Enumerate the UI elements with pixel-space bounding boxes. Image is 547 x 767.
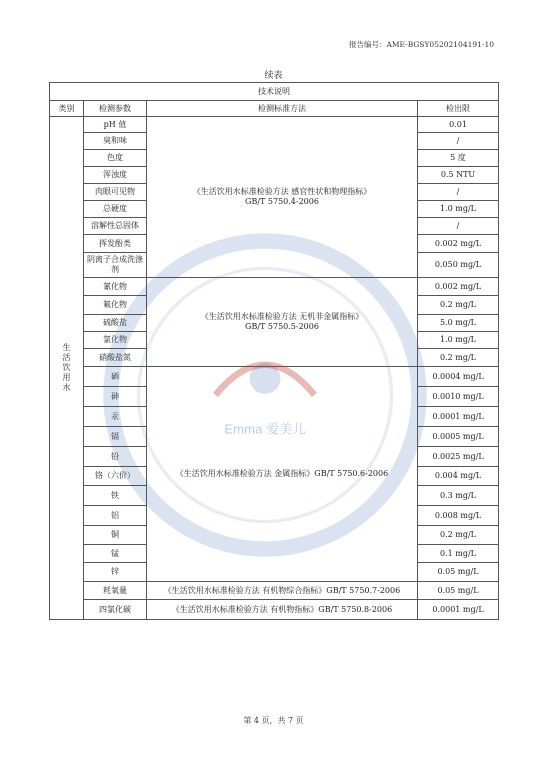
- limit-cell: 0.2 mg/L: [418, 349, 499, 367]
- limit-cell: 0.2 mg/L: [418, 526, 499, 545]
- parameter-cell: 耗氧量: [84, 582, 147, 600]
- parameter-cell: 总硬度: [84, 201, 147, 218]
- limit-cell: 0.2 mg/L: [418, 296, 499, 315]
- parameter-cell: 砷: [84, 387, 147, 407]
- limit-cell: 0.5 NTU: [418, 167, 499, 184]
- limit-cell: 5.0 mg/L: [418, 315, 499, 332]
- parameter-cell: 色度: [84, 150, 147, 167]
- limit-cell: 0.05 mg/L: [418, 582, 499, 600]
- limit-cell: 0.004 mg/L: [418, 467, 499, 486]
- limit-cell: 0.0004 mg/L: [418, 367, 499, 387]
- parameter-cell: 锰: [84, 545, 147, 563]
- limit-cell: 1.0 mg/L: [418, 201, 499, 218]
- limit-cell: 0.0001 mg/L: [418, 407, 499, 427]
- continued-title: 续表: [264, 71, 283, 81]
- limit-cell: 5 度: [418, 150, 499, 167]
- limit-cell: 0.002 mg/L: [418, 278, 499, 296]
- parameter-cell: 铜: [84, 526, 147, 545]
- col-parameter: 检测参数: [84, 101, 147, 117]
- limit-cell: 0.002 mg/L: [418, 235, 499, 253]
- table-row: [50, 278, 499, 296]
- parameter-cell: 肉眼可见物: [84, 184, 147, 201]
- parameter-cell: 锌: [84, 563, 147, 582]
- limit-cell: 0.0005 mg/L: [418, 427, 499, 447]
- limit-cell: 0.01: [418, 117, 499, 133]
- parameter-cell: 氟化物: [84, 296, 147, 315]
- parameter-cell: 阴离子合成洗涤剂: [84, 253, 147, 278]
- method-cell: 《生活饮用水标准检验方法 金属指标》GB/T 5750.6-2006: [147, 367, 418, 582]
- limit-cell: /: [418, 218, 499, 235]
- parameter-cell: 镉: [84, 427, 147, 447]
- watermark-logo-text: Emma 爱美儿: [224, 421, 306, 437]
- limit-cell: 0.008 mg/L: [418, 506, 499, 526]
- section-title: 技术说明: [50, 83, 499, 101]
- parameter-cell: pH 值: [84, 117, 147, 133]
- parameter-cell: 汞: [84, 407, 147, 427]
- method-cell: 《生活饮用水标准检验方法 无机非金属指标》 GB/T 5750.5-2006: [147, 278, 418, 367]
- limit-cell: 0.050 mg/L: [418, 253, 499, 278]
- limit-cell: 0.05 mg/L: [418, 563, 499, 582]
- limit-cell: 0.1 mg/L: [418, 545, 499, 563]
- tech-table: [49, 82, 499, 620]
- table-row: [50, 367, 499, 387]
- table-row: [50, 582, 499, 600]
- parameter-cell: 铝: [84, 506, 147, 526]
- parameter-cell: 铬（六价）: [84, 467, 147, 486]
- table-row: [50, 117, 499, 133]
- limit-cell: /: [418, 133, 499, 150]
- method-cell: 《生活饮用水标准检验方法 感官性状和物理指标》 GB/T 5750.4-2006: [147, 117, 418, 278]
- parameter-cell: 铁: [84, 486, 147, 506]
- limit-cell: 0.0025 mg/L: [418, 447, 499, 467]
- col-method: 检测标准方法: [147, 101, 418, 117]
- limit-cell: 0.3 mg/L: [418, 486, 499, 506]
- parameter-cell: 硝酸盐氮: [84, 349, 147, 367]
- parameter-cell: 挥发酚类: [84, 235, 147, 253]
- parameter-cell: 溶解性总固体: [84, 218, 147, 235]
- category-cell: 生 活 饮 用 水: [50, 117, 84, 620]
- limit-cell: 0.0001 mg/L: [418, 600, 499, 620]
- page-number: 第 4 页，共 7 页: [243, 716, 304, 725]
- parameter-cell: 臭和味: [84, 133, 147, 150]
- method-cell: 《生活饮用水标准检验方法 有机物综合指标》GB/T 5750.7-2006: [147, 582, 418, 600]
- limit-cell: /: [418, 184, 499, 201]
- parameter-cell: 浑浊度: [84, 167, 147, 184]
- parameter-cell: 铅: [84, 447, 147, 467]
- parameter-cell: 氰化物: [84, 278, 147, 296]
- parameter-cell: 硒: [84, 367, 147, 387]
- limit-cell: 1.0 mg/L: [418, 332, 499, 349]
- table-row: [50, 600, 499, 620]
- parameter-cell: 氯化物: [84, 332, 147, 349]
- col-limit: 检出限: [418, 101, 499, 117]
- parameter-cell: 四氯化碳: [84, 600, 147, 620]
- limit-cell: 0.0010 mg/L: [418, 387, 499, 407]
- report-number: 报告编号：AME-BGSY05202104191-10: [348, 40, 494, 49]
- col-category: 类别: [50, 101, 84, 117]
- method-cell: 《生活饮用水标准检验方法 有机物指标》GB/T 5750.8-2006: [147, 600, 418, 620]
- parameter-cell: 硫酸盐: [84, 315, 147, 332]
